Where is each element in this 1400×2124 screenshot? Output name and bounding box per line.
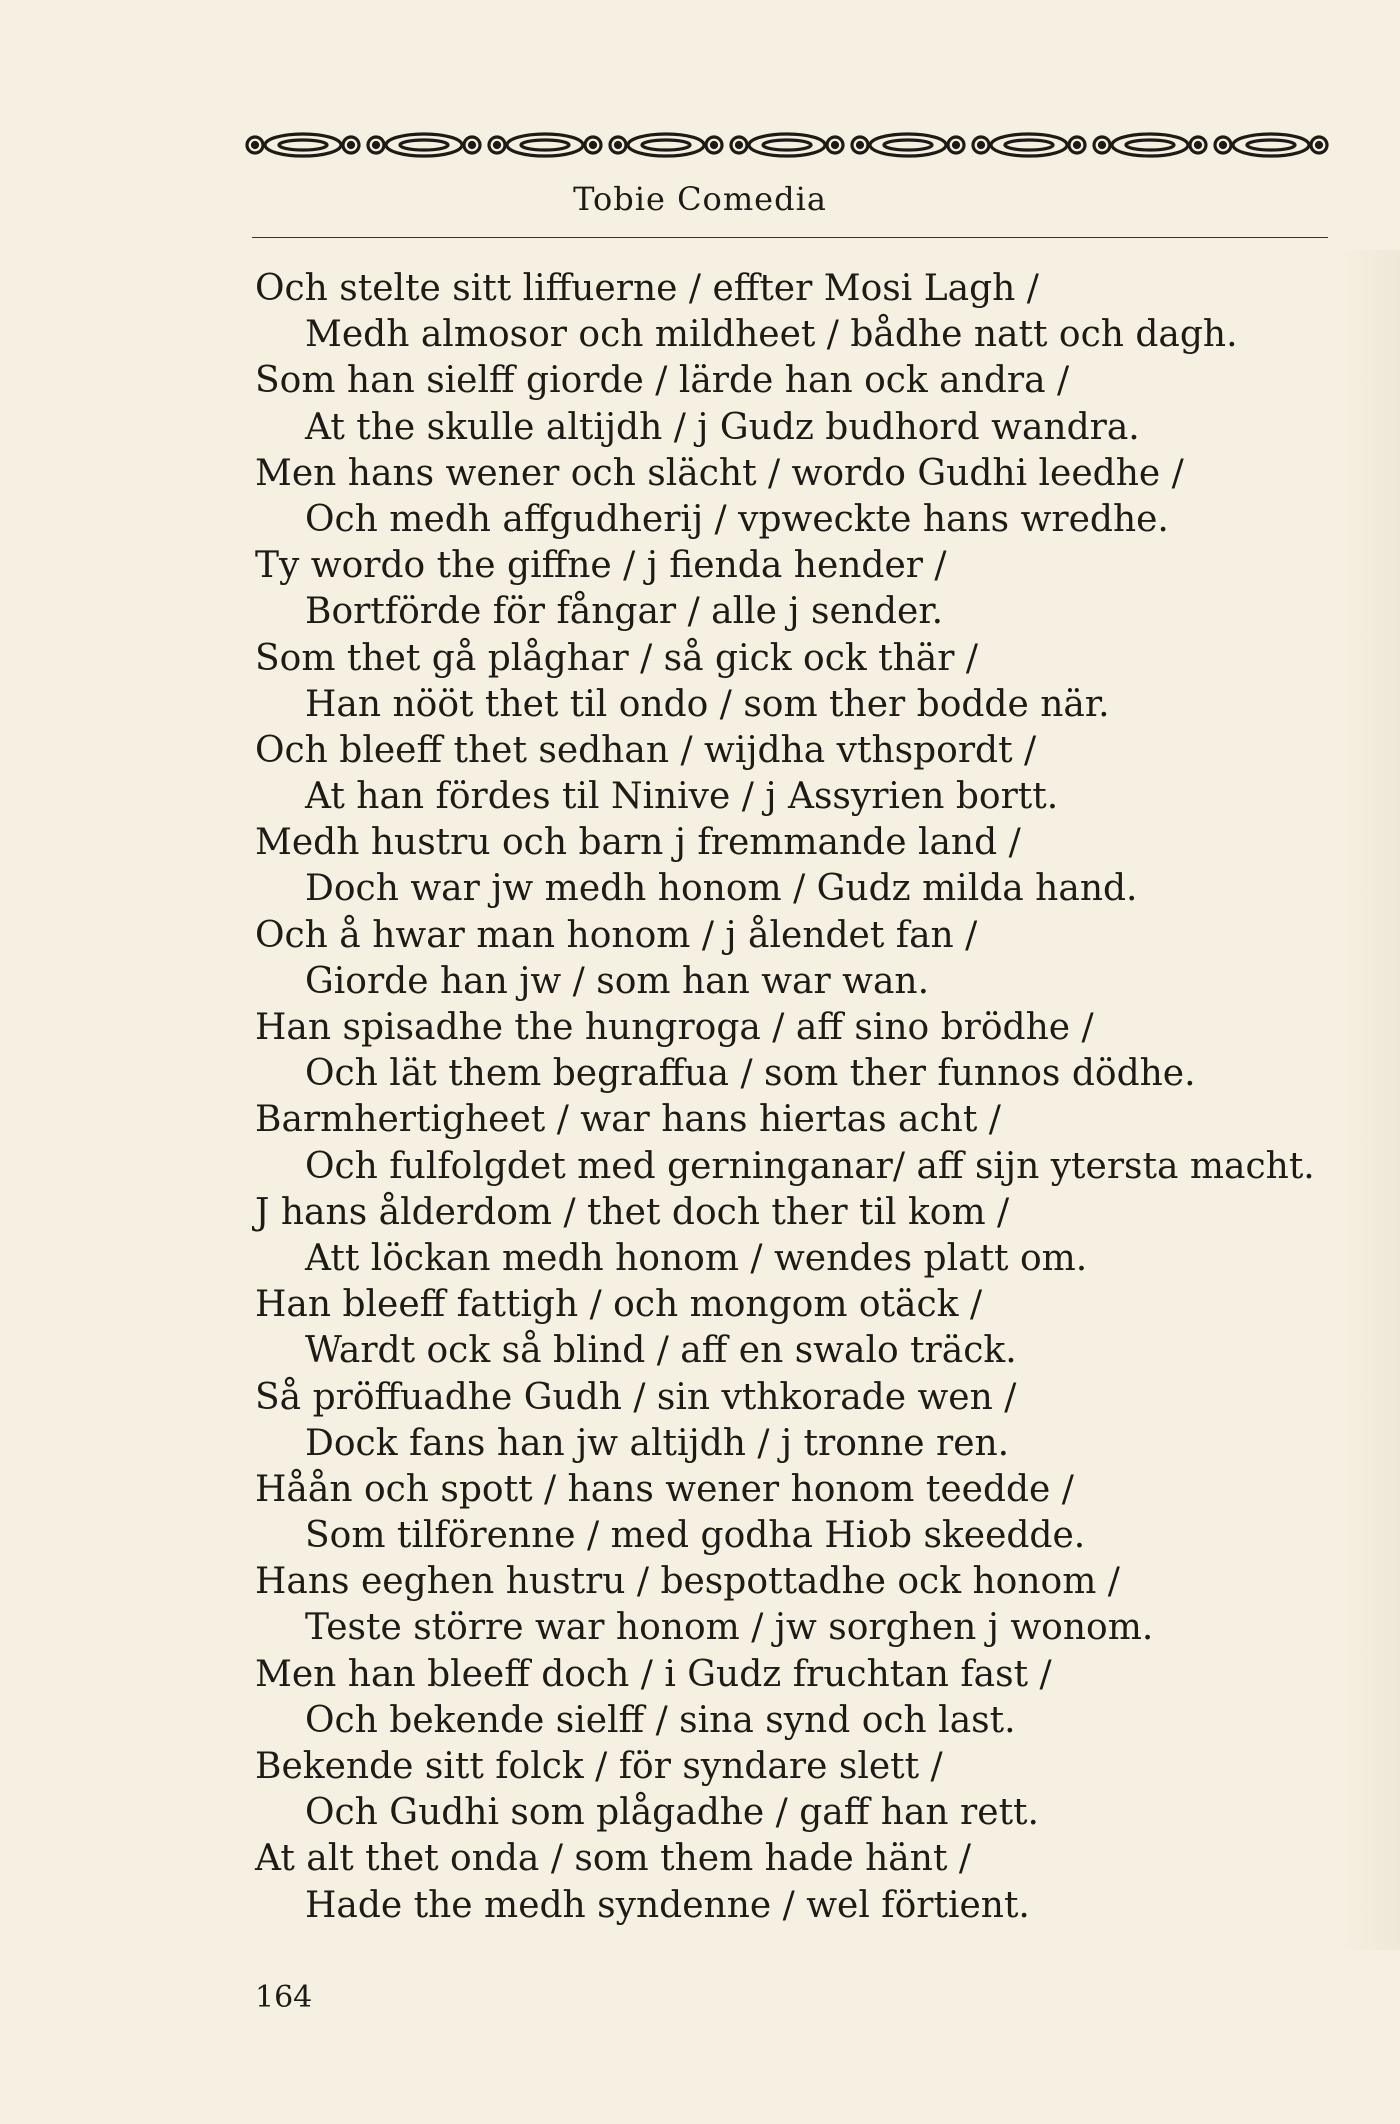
verse-line: Medh almosor och mildheet / bådhe natt och dagh. (305, 314, 1238, 356)
verse-line: Som thet gå plåghar / så gick ock thär / (255, 637, 979, 679)
verse-line: Och lät them begraffua / som ther funnos dödhe. (305, 1053, 1196, 1095)
verse-line: Doch war jw medh honom / Gudz milda hand. (305, 868, 1138, 910)
verse-line: Hade the medh syndenne / wel förtient. (305, 1884, 1030, 1926)
verse-line: Han nööt thet til ondo / som ther bodde när. (305, 683, 1110, 725)
verse-line: J hans ålderdom / thet doch ther til kom / (255, 1191, 1010, 1233)
verse-line: Och Gudhi som plågadhe / gaff han rett. (305, 1792, 1039, 1834)
verse-line: At han fördes til Ninive / j Assyrien bortt. (305, 776, 1059, 818)
verse-line: Bekende sitt folck / för syndare slett / (255, 1746, 943, 1787)
verse-line: Och bekende sielff / sina synd och last. (305, 1699, 1016, 1741)
verse-line: Han spisadhe the hungroga / aff sino brödhe / (255, 1007, 1094, 1048)
ornamental-border (243, 128, 1337, 162)
verse-line: Att löckan medh honom / wendes platt om. (305, 1237, 1088, 1279)
verse-line: Så pröffuadhe Gudh / sin vthkorade wen / (255, 1376, 1017, 1418)
verse-line: At alt thet onda / som them hade hänt / (255, 1838, 971, 1880)
verse-line: Och medh affgudherij / vpweckte hans wredhe. (305, 498, 1169, 540)
verse-line: Och å hwar man honom / j ålendet fan / (255, 914, 978, 956)
header-rule (252, 237, 1328, 238)
verse-line: Men hans wener och slächt / wordo Gudhi leedhe / (255, 452, 1184, 494)
verse-line: Wardt ock så blind / aff en swalo träck. (305, 1330, 1017, 1372)
verse-line: Hans eeghen hustru / bespottadhe ock honom / (255, 1561, 1120, 1603)
verse-line: Bortförde för fångar / alle j sender. (305, 591, 944, 633)
verse-block (255, 266, 1355, 1929)
verse-line: Och bleeff thet sedhan / wijdha vthspordt / (255, 729, 1037, 771)
page-number: 164 (255, 1980, 313, 2015)
verse-line: Giorde han jw / som han war wan. (305, 960, 930, 1002)
verse-line: Dock fans han jw altijdh / j tronne ren. (305, 1422, 1010, 1464)
verse-line: Medh hustru och barn j fremmande land / (255, 822, 1021, 864)
verse-line: Håån och spott / hans wener honom teedde / (255, 1468, 1074, 1510)
verse-line: Ty wordo the giffne / j fienda hender / (255, 545, 947, 587)
verse-line: Barmhertigheet / war hans hiertas acht / (255, 1099, 1001, 1141)
verse-line: Och stelte sitt liffuerne / effter Mosi Lagh / (255, 268, 1039, 309)
verse-line: Men han bleeff doch / i Gudz fruchtan fast / (255, 1653, 1052, 1695)
verse-line: Som tilförenne / med godha Hiob skeedde. (305, 1515, 1086, 1557)
verse-line: Och fulfolgdet med gerninganar/ aff sijn ytersta macht. (305, 1145, 1315, 1187)
running-title: Tobie Comedia (573, 180, 827, 218)
verse-line: At the skulle altijdh / j Gudz budhord wandra. (305, 406, 1140, 448)
verse-line: Teste större war honom / jw sorghen j wonom. (305, 1607, 1154, 1649)
page-edge-shading (1340, 250, 1400, 1950)
verse-line: Som han sielff giorde / lärde han ock andra / (255, 360, 1070, 402)
verse-line: Han bleeff fattigh / och mongom otäck / (255, 1284, 983, 1326)
